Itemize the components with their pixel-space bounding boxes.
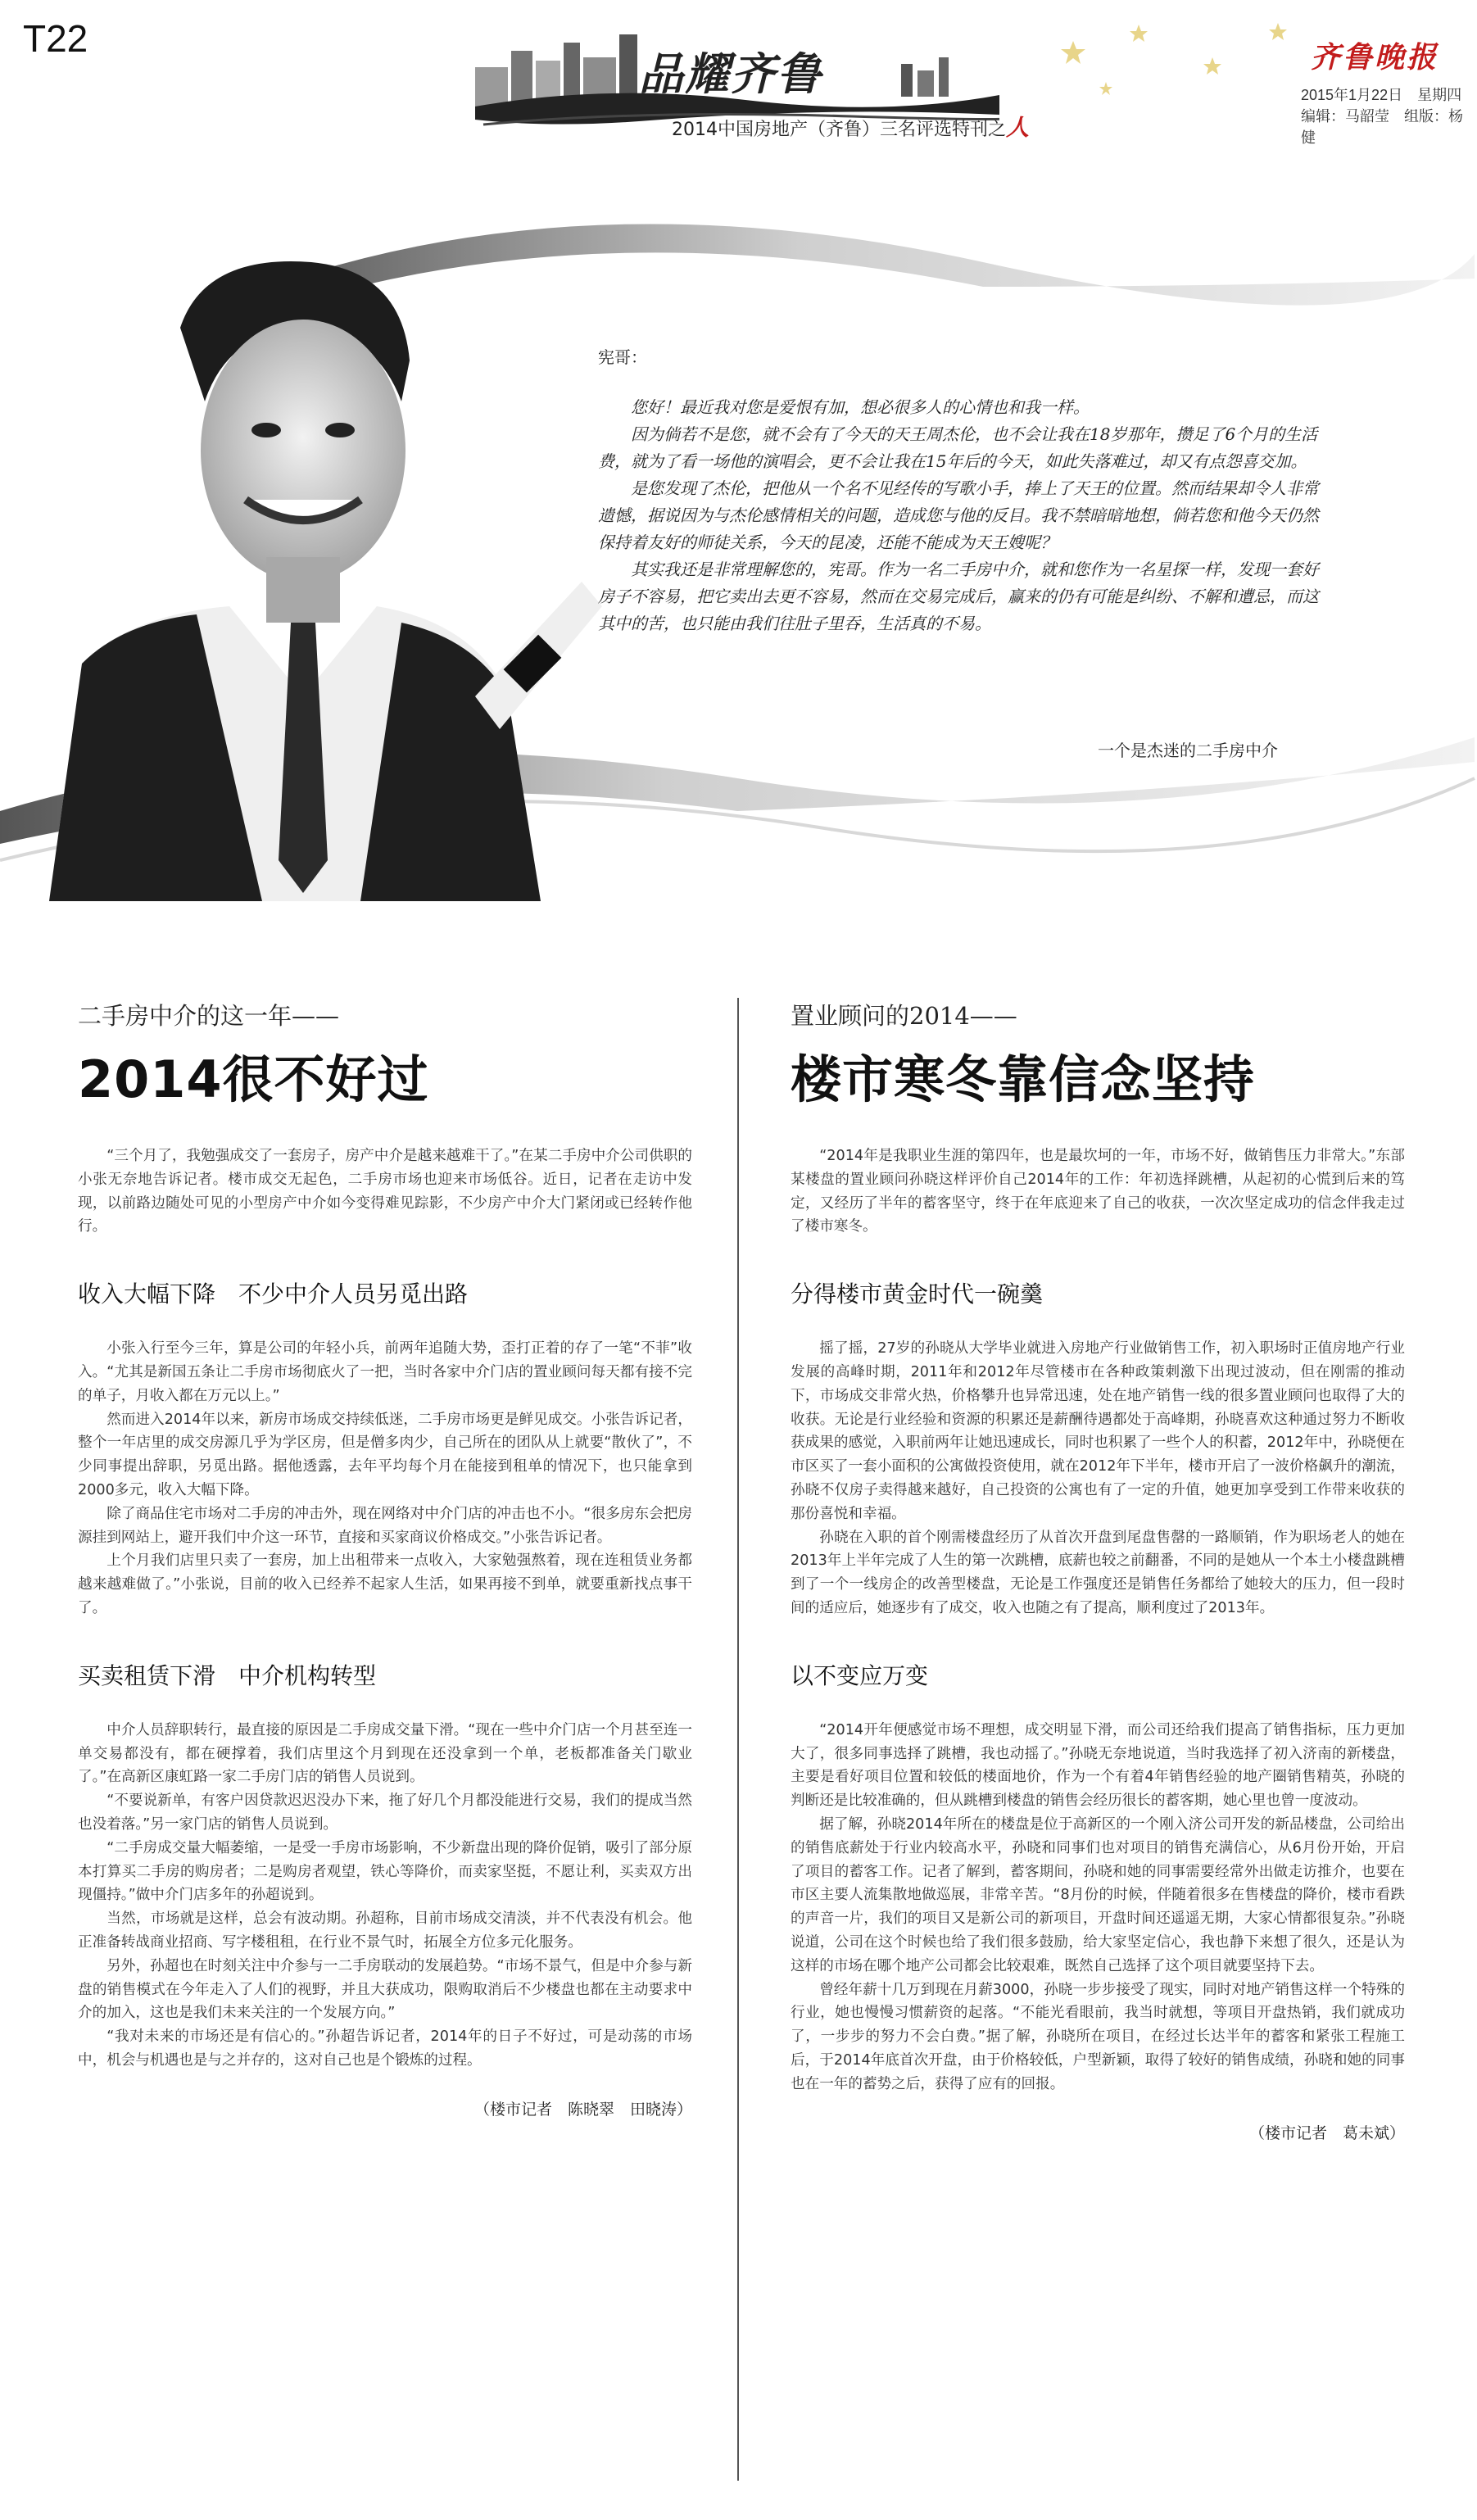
body-paragraph: 据了解，孙晓2014年所在的楼盘是位于高新区的一个刚入济公司开发的新品楼盘，公司给出的销售底薪处于行业内较高水平，孙晓和同事们也对项目的销售充满信心，从6月份开始，开启了项目的蓄客工作。记者了解到，蓄客期间，孙晓和她的同事需要经常外出做走访推介，也要在市区主要人流集散地做巡展，非常辛苦。“8月份的时候，伴随着很多在售楼盘的降价，楼市看跌的声音一片，我们的项目又是新公司的新项目，开盘时间还遥遥无期，大家心情都很复杂。”孙晓说道，公司在这个时候也给了我们很多鼓励，给大家坚定信心，我也静下来想了很久，还是认为这样的市场在哪个地产公司都会比较艰难，既然自己选择了这个项目就要坚持下去。	[791, 1815, 1405, 1974]
body-paragraph: 然而进入2014年以来，新房市场成交持续低迷，二手房市场更是鲜见成交。小张告诉记者，整个一年店里的成交房源几乎为学区房，但是僧多肉少，自己所在的团队从上就要“散伙了”，不少同事提出辞职，另觅出路。据他透露，去年平均每个月在能接到租单的情况下，也只能拿到2000多元，收入大幅下降。	[78, 1411, 692, 1498]
body-paragraph: 另外，孙超也在时刻关注中介参与一二手房联动的发展趋势。“市场不景气，但是中介参与新盘的销售模式在今年走入了人们的视野，并且大获成功，限购取消后不少楼盘也都在主动要求中介的加入，这也是我们未来关注的一个发展方向。”	[78, 1957, 692, 2022]
body-paragraph: 上个月我们店里只卖了一套房，加上出租带来一点收入，大家勉强熬着，现在连租赁业务都越来越难做了。”小张说，目前的收入已经养不起家人生活，如果再接不到单，就要重新找点事干了。	[78, 1552, 692, 1616]
article-right	[791, 998, 1405, 2143]
body-paragraph: “二手房成交量大幅萎缩，一是受一手房市场影响，不少新盘出现的降价促销，吸引了部分原本打算买二手房的购房者；二是购房者观望，铁心等降价，而卖家坚挺，不愿让利，买卖双方出现僵持。”做中介门店多年的孙超说到。	[78, 1839, 692, 1904]
article-headline: 楼市寒冬靠信念坚持	[791, 1049, 1256, 1109]
portrait-photo	[16, 238, 606, 901]
article-byline: （楼市记者 葛未斌）	[1248, 2123, 1405, 2142]
body-paragraph: 曾经年薪十几万到现在月薪3000，孙晓一步步接受了现实，同时对地产销售这样一个特殊的行业，她也慢慢习惯薪资的起落。“不能光看眼前，我当时就想，等项目开盘热销，我们就成功了，一步步的努力不会白费。”据了解，孙晓所在项目，在经过长达半年的蓄客和紧张工程施工后，于2014年底首次开盘，由于价格较低，户型新颖，取得了较好的销售成绩，孙晓和她的同事也在一年的蓄势之后，获得了应有的回报。	[791, 1981, 1405, 2092]
section-subhead: 买卖租赁下滑 中介机构转型	[78, 1661, 377, 1689]
letter-paragraph: 因为倘若不是您，就不会有了今天的天王周杰伦，也不会让我在18岁那年，攒足了6个月的生活费，就为了看一场他的演唱会，更不会让我在15年后的今天，如此失落难过，却又有点怨喜交加。	[598, 424, 1318, 471]
body-paragraph: 小张入行至今三年，算是公司的年轻小兵，前两年追随大势，歪打正着的存了一笔“不菲”收入。“尤其是新国五条让二手房市场彻底火了一把，当时各家中介门店的置业顾问每天都有接不完的单子，月收入都在万元以上。”	[78, 1340, 692, 1404]
letter-salutation: 宪哥：	[598, 347, 647, 367]
banner-subtitle: 2014中国房地产（齐鲁）三名评选特刊之人	[672, 114, 1030, 141]
section-subhead: 分得楼市黄金时代一碗羹	[791, 1280, 1044, 1308]
article-headline: 2014很不好过	[78, 1049, 429, 1109]
page-number: T22	[23, 17, 88, 60]
section-banner	[475, 18, 1030, 141]
body-paragraph: 中介人员辞职转行，最直接的原因是二手房成交量下滑。“现在一些中介门店一个月甚至连一单交易都没有，都在硬撑着，我们店里这个月到现在还没拿到一个单，老板都准备关门歇业了。”在高新区康虹路一家二手房门店的销售人员说到。	[78, 1721, 692, 1786]
column-divider	[737, 998, 739, 2481]
banner-title: 品耀齐鲁	[639, 48, 822, 100]
article-left	[78, 998, 692, 2119]
body-paragraph: 孙晓在入职的首个刚需楼盘经历了从首次开盘到尾盘售罄的一路顺销，作为职场老人的她在2013年上半年完成了人生的第一次跳槽，底薪也较之前翻番，不同的是她从一个本土小楼盘跳槽到了一个一线房企的改善型楼盘，无论是工作强度还是销售任务都给了她较大的压力，但一段时间的适应后，她逐步有了成交，收入也随之有了提高，顺利度过了2013年。	[791, 1529, 1405, 1616]
banner-subtitle-tail: 人	[1006, 114, 1030, 141]
body-paragraph: “2014开年便感觉市场不理想，成交明显下滑，而公司还给我们提高了销售指标，压力更加大了，很多同事选择了跳槽，我也动摇了。”孙晓无奈地说道，当时我选择了初入济南的新楼盘，主要是看好项目位置和较低的楼面地价，作为一个有着4年销售经验的地产圈销售精英，孙晓的判断还是比较准确的，但从跳槽到楼盘的销售会经历很长的蓄客期，她心里也曾一度波动。	[791, 1721, 1405, 1810]
article-byline: （楼市记者 陈晓翠 田晓涛）	[473, 2100, 692, 2119]
article-kicker: 二手房中介的这一年——	[78, 1002, 340, 1030]
open-letter	[598, 344, 1319, 637]
body-paragraph: 摇了摇，27岁的孙晓从大学毕业就进入房地产行业做销售工作，初入职场时正值房地产行业发展的高峰时期，2011年和2012年尽管楼市在各种政策刺激下出现过波动，但在刚需的推动下，市场成交非常火热，价格攀升也异常迅速，处在地产销售一线的很多置业顾问也取得了大的收获。无论是行业经验和资源的积累还是薪酬待遇都处于高峰期，孙晓喜欢这种通过努力不断收获成果的感觉，入职前两年让她迅速成长，同时也积累了一些个人的积蓄，2012年中，孙晓便在市区买了一套小面积的公寓做投资使用，就在2012年下半年，楼市开启了一波价格飙升的潮流，孙晓不仅房子卖得越来越好，自己投资的公寓也有了一定的升值，她更加享受到工作带来收获的那份喜悦和幸福。	[791, 1340, 1405, 1522]
article-body	[78, 1144, 692, 2073]
letter-paragraph: 是您发现了杰伦，把他从一个名不见经传的写歌小手，捧上了天王的位置。然而结果却令人非常遗憾，据说因为与杰伦感情相关的问题，造成您与他的反目。我不禁暗暗地想，倘若您和他今天仍然保持着友好的师徒关系，今天的昆凌，还能不能成为天王嫂呢？	[598, 478, 1319, 552]
letter-signature: 一个是杰迷的二手房中介	[1098, 741, 1278, 760]
letter-paragraph: 其实我还是非常理解您的，宪哥。作为一名二手房中介，就和您作为一名星探一样，发现一套好房子不容易，把它卖出去更不容易，然而在交易完成后，赢来的仍有可能是纠纷、不解和遭忌，而这其中的苦，也只能由我们往肚子里吞，生活真的不易。	[598, 560, 1319, 633]
body-paragraph: 除了商品住宅市场对二手房的冲击外，现在网络对中介门店的冲击也不小。“很多房东会把房源挂到网站上，避开我们中介这一环节，直接和买家商议价格成交。”小张告诉记者。	[78, 1505, 692, 1546]
body-paragraph: “我对未来的市场还是有信心的。”孙超告诉记者，2014年的日子不好过，可是动荡的市场中，机会与机遇也是与之并存的，这对自己也是个锻炼的过程。	[78, 2028, 692, 2069]
intro-paragraph: “2014年是我职业生涯的第四年，也是最坎坷的一年，市场不好，做销售压力非常大。”东部某楼盘的置业顾问孙晓这样评价自己2014年的工作：年初选择跳槽，从起初的心慌到后来的笃定，又经历了半年的蓄客坚守，终于在年底迎来了自己的收获，一次次坚定成功的信念伴我走过了楼市寒冬。	[791, 1148, 1405, 1235]
body-paragraph: 当然，市场就是这样，总会有波动期。孙超称，目前市场成交清淡，并不代表没有机会。他正准备转战商业招商、写字楼租租，在行业不景气时，拓展全方位多元化服务。	[78, 1910, 692, 1951]
newspaper-logo: 齐鲁晚报	[1311, 40, 1439, 75]
article-kicker: 置业顾问的2014——	[791, 1002, 1017, 1030]
letter-paragraph: 您好！最近我对您是爱恨有加，想必很多人的心情也和我一样。	[631, 397, 1090, 417]
intro-paragraph: “三个月了，我勉强成交了一套房子，房产中介是越来越难干了。”在某二手房中介公司供职的小张无奈地告诉记者。楼市成交无起色，二手房市场也迎来市场低谷。近日，记者在走访中发现，以前路边随处可见的小型房产中介如今变得难见踪影，不少房产中介大门紧闭或已经转作他行。	[78, 1148, 692, 1235]
body-paragraph: “不要说新单，有客户因贷款迟迟没办下来，拖了好几个月都没能进行交易，我们的提成当然也没着落。”另一家门店的销售人员说到。	[78, 1793, 692, 1833]
article-body	[791, 1144, 1405, 2096]
section-subhead: 收入大幅下降 不少中介人员另觅出路	[78, 1280, 469, 1308]
editor-credit: 编辑：马韶莹 组版：杨健	[1301, 108, 1463, 146]
issue-date: 2015年1月22日 星期四	[1301, 87, 1462, 103]
section-subhead: 以不变应万变	[791, 1661, 929, 1689]
